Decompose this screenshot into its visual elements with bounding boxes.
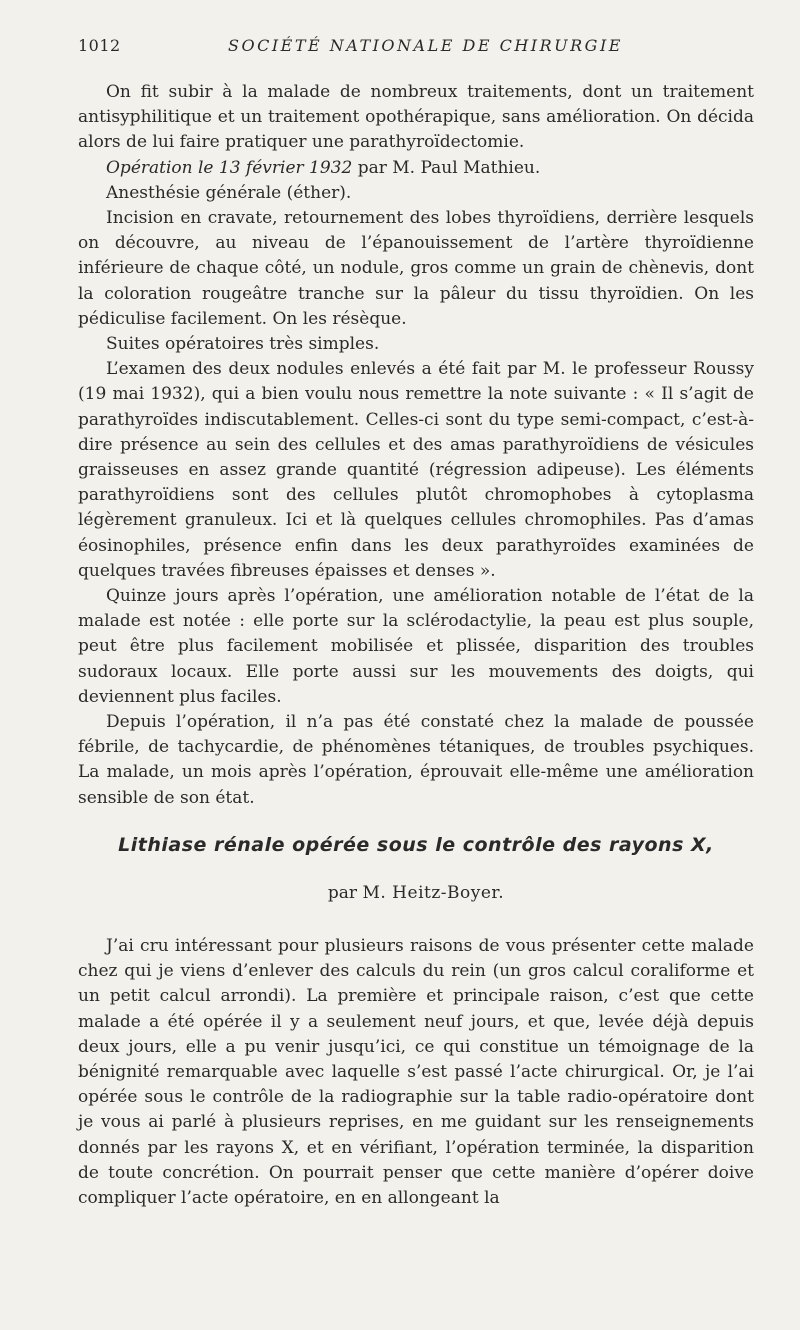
paragraph-introduction: J’ai cru intéressant pour plusieurs raisons de vous présenter cette malade chez qui je viens d’enlever des calculs du rein (un gros calcul coraliforme et un petit calcul arrondi). La première et principale raison, c’est que cette malade a été opérée il y a seulement neuf jours, et que, levée déjà depuis deux jours, elle a pu venir jusqu’ici, ce qui constitue un témoignage de la bénignité remarquable avec laquelle s’est passé l’acte chirurgical. Or, je l’ai opérée sous le contrôle de la radiographie sur la table radio-opératoire dont je vous ai parlé à plusieurs reprises, en me guidant sur les renseignements donnés par les rayons X, et en vérifiant, l’opération terminée, la disparition de toute concrétion. On pourrait penser que cette manière d’opérer doive compliquer l’acte opératoire, en en allongeant la <box>78 936 754 1209</box>
byline <box>78 883 754 903</box>
lithiasis-report-body <box>78 934 754 1211</box>
paragraph-anesthesia: Anesthésie générale (éther). <box>106 182 352 203</box>
running-header <box>78 36 754 60</box>
paragraph-treatments: On fit subir à la malade de nombreux traitements, dont un traitement antisyphilitique et un traitement opothérapique, sans amélioration. On décida alors de lui faire pratiquer une parathyroïdectomie. <box>78 82 754 153</box>
section-title: Lithiase rénale opérée sous le contrôle des rayons X, <box>118 834 714 856</box>
operation-surgeon: par M. Paul Mathieu. <box>352 157 541 178</box>
byline-author: M. Heitz-Boyer. <box>362 883 505 903</box>
paragraph-histology: L’examen des deux nodules enlevés a été fait par M. le professeur Roussy (19 mai 1932), qui a bien voulu nous remettre la note suivante : « Il s’agit de parathyroïdes indiscutablement. Celles-ci sont du type semi-compact, c’est-à-dire présence au sein des cellules et des amas parathyroïdiens de vésicules graisseuses en assez grande quantité (régression adipeuse). Les éléments parathyroïdiens sont des cellules plutôt chromophobes à cytoplasma légèrement granuleux. Ici et là quelques cellules chromophiles. Pas d’amas éosinophiles, présence enfin dans les deux parathyroïdes examinées de quelques travées fibreuses épaisses et denses ». <box>78 359 754 581</box>
paragraph-improvement: Quinze jours après l’opération, une amélioration notable de l’état de la malade est notée : elle porte sur la sclérodactylie, la peau est plus souple, peut être plus facilement mobilisée et plissée, disparition des troubles sudoraux locaux. Elle porte aussi sur les mouvements des doigts, qui deviennent plus faciles. <box>78 586 754 707</box>
case-report-body <box>78 80 754 811</box>
paragraph-incision: Incision en cravate, retournement des lobes thyroïdiens, derrière lesquels on découvre, au niveau de l’épanouissement de l’artère thyroïdienne inférieure de chaque côté, un nodule, gros comme un grain de chènevis, dont la coloration rougeâtre tranche sur la pâleur du tissu thyroïdien. On les pédiculise facilement. On les résèque. <box>78 208 754 329</box>
byline-prefix: par <box>327 883 358 903</box>
page-number: 1012 <box>78 36 121 55</box>
journal-title: SOCIÉTÉ NATIONALE DE CHIRURGIE <box>228 36 623 55</box>
paragraph-postop: Suites opératoires très simples. <box>106 334 380 355</box>
paragraph-followup: Depuis l’opération, il n’a pas été constaté chez la malade de poussée fébrile, de tachycardie, de phénomènes tétaniques, de troubles psychiques. La malade, un mois après l’opération, éprouvait elle-même une amélioration sensible de son état. <box>78 712 754 808</box>
paragraph-operation-date <box>78 156 754 181</box>
operation-date: Opération le 13 février 1932 <box>106 157 353 178</box>
